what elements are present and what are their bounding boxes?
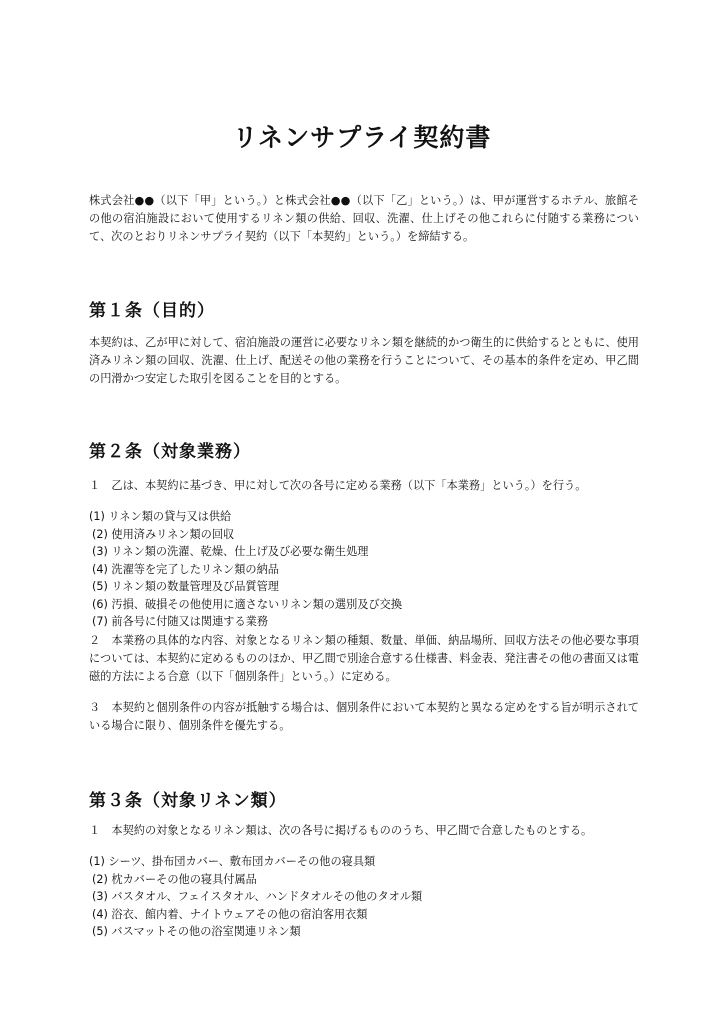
list-item: (7) 前各号に付随又は関連する業務: [92, 615, 269, 628]
list-item: (5) バスマットその他の浴室関連リネン類: [92, 925, 301, 938]
list-item: (1) シーツ、掛布団カバー、敷布団カバーその他の寝具類: [89, 855, 376, 868]
article-2-clause-3: ３ 本契約と個別条件の内容が抵触する場合は、個別条件において本契約と異なる定めをする旨が明示されている場合に限り、個別条件を優先する。: [89, 701, 639, 732]
article-3-clause-1: １ 本契約の対象となるリネン類は、次の各号に掲げるもののうち、甲乙間で合意したものとする。: [89, 824, 593, 837]
article-2-clause-2: ２ 本業務の具体的な内容、対象となるリネン類の種類、数量、単価、納品場所、回収方法その他必要な事項については、本契約に定めるもののほか、甲乙間で別途合意する仕様書、料金表、発注書その他の書面又は電磁的方法による合意（以下「個別条件」という。）に定める。: [89, 634, 639, 683]
article-3-item-list: [89, 853, 649, 941]
article-3-heading: 第３条（対象リネン類）: [89, 791, 287, 811]
list-item: (6) 汚損、破損その他使用に適さないリネン類の選別及び交換: [92, 597, 403, 611]
list-item: (2) 枕カバーその他の寝具付属品: [92, 872, 257, 886]
article-2-clause-1: １ 乙は、本契約に基づき、甲に対して次の各号に定める業務（以下「本業務」という。）を行う。: [89, 479, 587, 492]
list-item: (5) リネン類の数量管理及び品質管理: [92, 580, 279, 593]
preamble-paragraph: 株式会社●●（以下「甲」という。）と株式会社●●（以下「乙」という。）は、甲が運営するホテル、旅館その他の宿泊施設において使用するリネン類の供給、回収、洗濯、仕上げその他これらに付随する業務について、次のとおりリネンサプライ契約（以下「本契約」という。）を締結する。: [89, 194, 639, 243]
list-item: (3) バスタオル、フェイスタオル、ハンドタオルその他のタオル類: [92, 890, 423, 903]
document-title: リネンサプライ契約書: [232, 123, 492, 152]
list-item: (4) 浴衣、館内着、ナイトウェアその他の宿泊客用衣類: [92, 907, 368, 921]
list-item: (4) 洗濯等を完了したリネン類の納品: [92, 562, 279, 576]
list-item: (3) リネン類の洗濯、乾燥、仕上げ及び必要な衛生処理: [92, 545, 369, 558]
list-item: (2) 使用済みリネン類の回収: [92, 527, 235, 541]
list-item: (1) リネン類の貸与又は供給: [89, 510, 232, 523]
article-2-heading: 第２条（対象業務）: [89, 442, 251, 462]
article-2-item-list: [89, 508, 649, 631]
article-1-body: 本契約は、乙が甲に対して、宿泊施設の運営に必要なリネン類を継続的かつ衛生的に供給するとともに、使用済みリネン類の回収、洗濯、仕上げ、配送その他の業務を行うことについて、その基本的条件を定め、甲乙間の円滑かつ安定した取引を図ることを目的とする。: [89, 336, 639, 385]
article-1-heading: 第１条（目的）: [89, 301, 215, 321]
